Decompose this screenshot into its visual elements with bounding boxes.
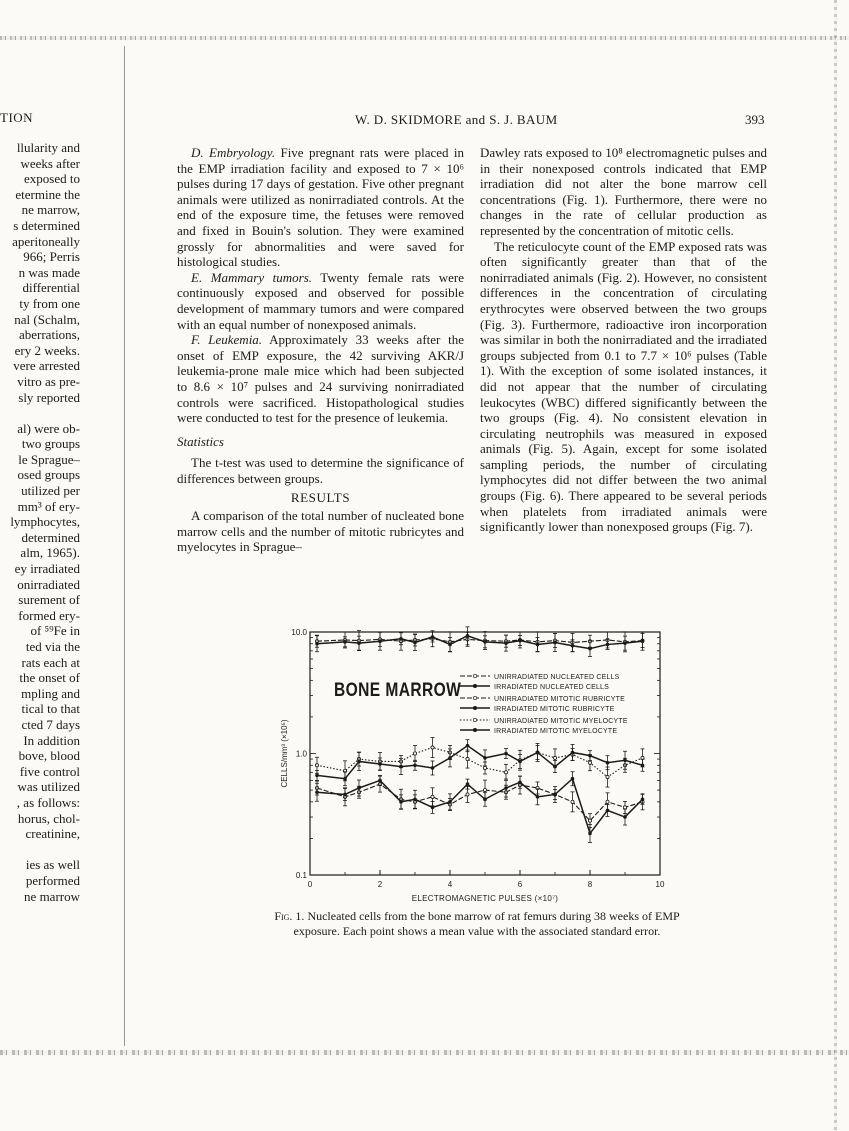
bone-marrow-chart bbox=[272, 620, 672, 910]
previous-page-line: , as follows: bbox=[16, 794, 80, 810]
previous-page-line: determined bbox=[21, 529, 80, 545]
data-point bbox=[536, 751, 540, 755]
previous-page-line: s determined bbox=[13, 217, 80, 233]
chart-title: BONE MARROW bbox=[334, 678, 462, 701]
legend-label: UNIRRADIATED MITOTIC RUBRICYTE bbox=[494, 696, 625, 703]
legend-label: UNIRRADIATED NUCLEATED CELLS bbox=[494, 674, 620, 681]
page-number: 393 bbox=[745, 112, 765, 127]
previous-page-line: ne marrow, bbox=[21, 202, 80, 218]
data-point-open bbox=[466, 793, 469, 796]
y-axis-label: CELLS/mm³ (×10⁵) bbox=[280, 719, 289, 788]
series-group bbox=[315, 740, 645, 786]
previous-page-line: formed ery- bbox=[18, 607, 80, 623]
x-tick-label: 4 bbox=[447, 880, 453, 889]
previous-page-line: nal (Schalm, bbox=[14, 311, 80, 327]
data-point bbox=[518, 780, 522, 784]
mammary-text: Twenty female rats were continuously exposed and observed for possible development of mammary tumors and were compared with an equal number of nonexposed animals. bbox=[177, 269, 465, 332]
data-point-open bbox=[588, 761, 591, 764]
legend-marker bbox=[473, 706, 476, 709]
data-point bbox=[504, 786, 508, 790]
previous-page-line: mm³ of ery- bbox=[17, 498, 80, 514]
results-text: A comparison of the total number of nucleated bone marrow cells and the number of mitotic rubricytes and myelocytes in Sprague– bbox=[177, 508, 464, 555]
previous-page-line: aberrations, bbox=[18, 327, 80, 343]
previous-page-column bbox=[0, 140, 80, 904]
previous-page-line bbox=[0, 405, 80, 421]
data-point bbox=[413, 763, 417, 767]
data-point bbox=[413, 641, 417, 645]
data-point bbox=[399, 800, 403, 804]
y-tick-label: 0.1 bbox=[295, 871, 307, 880]
data-point-open bbox=[483, 788, 486, 791]
previous-page-line: was utilized bbox=[17, 779, 80, 795]
data-point bbox=[571, 644, 575, 648]
data-point bbox=[378, 779, 382, 783]
data-point-open bbox=[431, 795, 434, 798]
previous-page-line: aperitoneally bbox=[12, 233, 80, 249]
data-point bbox=[483, 640, 487, 644]
results-heading: RESULTS bbox=[290, 490, 351, 506]
data-point bbox=[588, 647, 592, 651]
data-point-open bbox=[431, 746, 434, 749]
data-point bbox=[431, 806, 435, 810]
data-point bbox=[606, 761, 610, 765]
figure-caption-label: Fig. 1. bbox=[274, 909, 305, 923]
right-text-column bbox=[480, 145, 767, 535]
previous-page-line: n was made bbox=[18, 264, 80, 280]
legend-marker bbox=[473, 674, 476, 677]
data-point bbox=[378, 639, 382, 643]
data-point-open bbox=[623, 806, 626, 809]
embryology-heading: D. Embryology. bbox=[191, 145, 276, 160]
previous-page-line: utilized per bbox=[21, 483, 80, 499]
legend-label: UNIRRADIATED MITOTIC MYELOCYTE bbox=[494, 718, 628, 725]
data-point bbox=[536, 795, 540, 799]
data-point bbox=[378, 762, 382, 766]
data-point bbox=[641, 639, 645, 643]
previous-page-line: le Sprague– bbox=[18, 451, 80, 467]
x-tick-label: 2 bbox=[377, 880, 383, 889]
series-line bbox=[317, 784, 643, 821]
data-point-open bbox=[588, 819, 591, 822]
x-tick-label: 8 bbox=[587, 880, 593, 889]
previous-page-line: creatinine, bbox=[25, 826, 80, 842]
leukemia-text: Approximately 33 weeks after the onset of EMP exposure, the 42 surviving AKR/J leukemia-prone male mice which had been subjected to 8.6 × 10⁷ pulses and 24 surviving nonirradiated controls were sacrificed. Histopathological studies were conducted to test for the presence of leukemia. bbox=[177, 332, 464, 426]
left-text-column bbox=[177, 145, 464, 555]
series-group bbox=[315, 627, 645, 657]
previous-page-line: ty from one bbox=[19, 295, 80, 311]
data-point bbox=[518, 639, 522, 643]
legend-marker bbox=[473, 684, 476, 687]
data-point bbox=[431, 635, 435, 639]
previous-page-line: cted 7 days bbox=[21, 716, 80, 732]
y-tick-label: 10.0 bbox=[291, 628, 307, 637]
data-point bbox=[413, 797, 417, 801]
previous-page-line: mpling and bbox=[21, 685, 80, 701]
previous-page-line: al) were ob- bbox=[17, 420, 80, 436]
mammary-heading: E. Mammary tumors. bbox=[191, 269, 313, 285]
data-point bbox=[623, 815, 627, 819]
data-point bbox=[588, 832, 592, 836]
data-point-open bbox=[483, 766, 486, 769]
data-point bbox=[399, 765, 403, 769]
figure-caption-text: Nucleated cells from the bone marrow of rat femurs during 38 weeks of EMP exposure. Each point shows a mean value with the associated standard error. bbox=[293, 909, 680, 938]
series-group bbox=[315, 776, 645, 828]
legend-marker bbox=[473, 728, 476, 731]
data-point bbox=[504, 641, 508, 645]
x-tick-label: 0 bbox=[307, 880, 313, 889]
data-point-open bbox=[504, 771, 507, 774]
data-point bbox=[357, 760, 361, 764]
data-point bbox=[553, 641, 557, 645]
data-point bbox=[588, 754, 592, 758]
series-line bbox=[317, 636, 643, 649]
figure-caption bbox=[262, 909, 692, 939]
data-point bbox=[623, 641, 627, 645]
previous-page-line: osed groups bbox=[17, 467, 80, 483]
leukemia-paragraph bbox=[177, 332, 464, 426]
previous-page-line: exposed to bbox=[24, 171, 80, 187]
data-point bbox=[641, 797, 645, 801]
previous-page-line: llularity and bbox=[16, 140, 80, 155]
data-point bbox=[357, 641, 361, 645]
previous-page-line: ies as well bbox=[25, 857, 80, 873]
embryology-text: Five pregnant rats were placed in the EMP irradiation facility and exposed to 7 × 10⁶ pulses during 17 days of gestation. Five other pregnant animals were utilized as nonirradiated controls. At the end of the exposure time, the fetuses were removed and fixed in Bouin's solution. They were examined grossly for abnormalities and were saved for histological studies. bbox=[177, 145, 464, 270]
previous-page-line: weeks after bbox=[20, 155, 80, 171]
previous-page-line: five control bbox=[19, 763, 80, 779]
previous-page-heading: TION bbox=[0, 110, 34, 125]
data-point-open bbox=[413, 752, 416, 755]
data-point bbox=[357, 786, 361, 790]
data-point bbox=[343, 777, 347, 781]
data-point bbox=[448, 800, 452, 804]
data-point bbox=[483, 797, 487, 801]
data-point bbox=[641, 763, 645, 767]
reticulocyte-paragraph: The reticulocyte count of the EMP exposed rats was often significantly greater than that of the nonirradiated animals (Fig. 2). However, no consistent differences in the concentration of circulating erythrocytes were observed between the two groups (Fig. 3). Furthermore, radioactive iron incorporation was similar in both the nonirradiated and the irradiated groups subjected from 0.1 to 7.7 × 10⁶ pulses (Table 1). With the exception of some isolated instances, it did not appear that the number of circulating leukocytes (WBC) differed significantly between the two groups (Fig. 4). No consistent elevation in circulating neutrophils was measured in exposed animals (Fig. 5). Again, except for some isolated sampling periods, the number of circulating lymphocytes did not differ between the two animal groups (Fig. 6). There appeared to be several periods when platelets from irradiated animals were significantly lower than nonexposed groups (Fig. 7). bbox=[480, 238, 767, 535]
data-point-open bbox=[315, 764, 318, 767]
previous-page-line: surement of bbox=[18, 592, 80, 608]
series-group bbox=[315, 631, 645, 652]
previous-page-line: the onset of bbox=[19, 670, 80, 686]
data-point-open bbox=[606, 775, 609, 778]
previous-page-line: lymphocytes, bbox=[10, 514, 80, 530]
previous-page-line: In addition bbox=[23, 732, 80, 748]
previous-page-line bbox=[0, 842, 80, 858]
previous-page-line: of ⁵⁹Fe in bbox=[30, 623, 80, 639]
mammary-paragraph bbox=[177, 270, 464, 332]
previous-page-line: ey irradiated bbox=[14, 561, 80, 577]
data-point bbox=[466, 634, 470, 638]
data-point bbox=[448, 643, 452, 647]
previous-page-line: vitro as pre- bbox=[17, 373, 80, 389]
data-point bbox=[623, 758, 627, 762]
data-point bbox=[553, 765, 557, 769]
data-point-open bbox=[606, 800, 609, 803]
previous-page-line: sly reported bbox=[18, 389, 80, 405]
previous-page-line: ted via the bbox=[25, 639, 80, 654]
data-point bbox=[315, 790, 319, 794]
previous-page-line: tical to that bbox=[21, 701, 80, 717]
leukemia-heading: F. Leukemia. bbox=[191, 332, 263, 348]
scan-shadow-bottom bbox=[0, 1050, 849, 1055]
legend-label: IRRADIATED MITOTIC MYELOCYTE bbox=[494, 728, 618, 735]
scan-edge-right bbox=[834, 0, 837, 1131]
data-point bbox=[518, 760, 522, 764]
x-axis-label: ELECTROMAGNETIC PULSES (×10⁷) bbox=[411, 894, 559, 903]
legend-marker bbox=[473, 718, 476, 721]
data-point bbox=[504, 752, 508, 756]
scan-shadow-top bbox=[0, 36, 849, 40]
data-point bbox=[536, 643, 540, 647]
data-point bbox=[315, 642, 319, 646]
data-point bbox=[466, 782, 470, 786]
legend-label: IRRADIATED NUCLEATED CELLS bbox=[494, 684, 610, 691]
data-point bbox=[606, 643, 610, 647]
running-header-authors: W. D. SKIDMORE and S. J. BAUM bbox=[355, 112, 558, 127]
legend-label: IRRADIATED MITOTIC RUBRICYTE bbox=[494, 706, 615, 713]
previous-page-line: alm, 1965). bbox=[20, 545, 80, 561]
data-point bbox=[483, 756, 487, 760]
data-point-open bbox=[466, 757, 469, 760]
previous-page-line: vere arrested bbox=[13, 358, 80, 374]
data-point bbox=[343, 793, 347, 797]
data-point bbox=[343, 640, 347, 644]
previous-page-line: onirradiated bbox=[17, 576, 80, 592]
previous-page-line: horus, chol- bbox=[17, 810, 80, 826]
previous-page-line: performed bbox=[25, 872, 80, 888]
data-point bbox=[553, 793, 557, 797]
data-point-open bbox=[571, 800, 574, 803]
page-fold-line bbox=[124, 46, 125, 1046]
data-point bbox=[466, 744, 470, 748]
results-continuation-paragraph: Dawley rats exposed to 10⁸ electromagnetic pulses and in their nonexposed controls indicated that EMP irradiation did not alter the bone marrow cell concentrations (Fig. 1). Furthermore, there were no changes in the rate of cellular production as represented by the concentration of mitotic cells. bbox=[480, 145, 767, 238]
previous-page-line: two groups bbox=[21, 436, 80, 452]
previous-page-line: ne marrow bbox=[24, 888, 80, 904]
data-point bbox=[399, 637, 403, 641]
series-group bbox=[315, 772, 645, 843]
statistics-text: The t-test was used to determine the significance of differences between groups. bbox=[177, 455, 464, 486]
data-point bbox=[606, 809, 610, 813]
x-tick-label: 6 bbox=[517, 880, 523, 889]
previous-page-line: bove, blood bbox=[18, 748, 80, 764]
previous-page-line: ery 2 weeks. bbox=[14, 342, 80, 358]
data-point bbox=[448, 756, 452, 760]
y-tick-label: 1.0 bbox=[295, 749, 307, 759]
x-tick-label: 10 bbox=[655, 880, 665, 889]
data-point-open bbox=[553, 756, 556, 759]
statistics-heading: Statistics bbox=[177, 433, 224, 449]
embryology-paragraph bbox=[177, 145, 464, 270]
data-point bbox=[571, 777, 575, 781]
previous-page-line: 966; Perris bbox=[23, 249, 80, 265]
previous-page-line: differential bbox=[22, 280, 80, 296]
data-point bbox=[571, 751, 575, 755]
figure-1 bbox=[272, 620, 672, 910]
previous-page-line: etermine the bbox=[15, 186, 80, 202]
previous-page-line: rats each at bbox=[21, 654, 80, 670]
series-line bbox=[317, 779, 643, 834]
data-point bbox=[315, 774, 319, 778]
legend-marker bbox=[473, 696, 476, 699]
data-point bbox=[431, 766, 435, 770]
series-line bbox=[317, 746, 643, 779]
